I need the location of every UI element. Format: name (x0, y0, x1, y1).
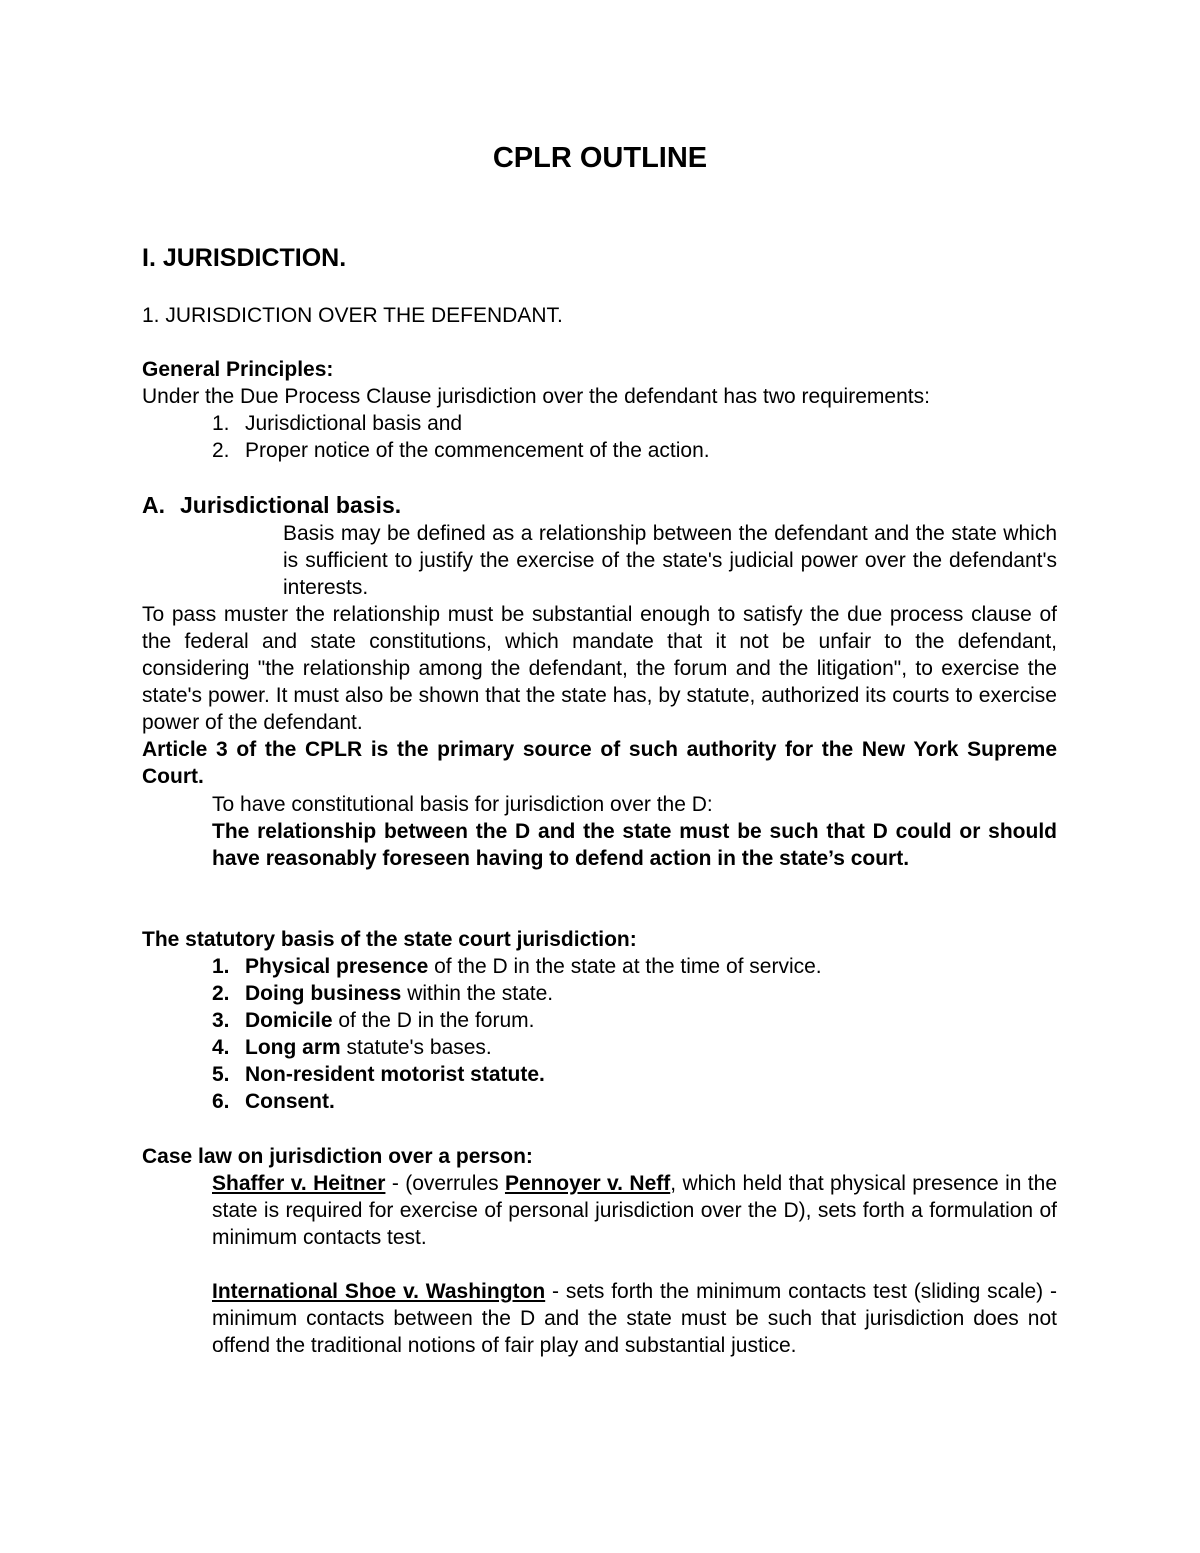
case-name-international-shoe: International Shoe v. Washington (212, 1280, 546, 1303)
requirements-list (142, 410, 1062, 464)
list-item (212, 1034, 1057, 1061)
list-item (212, 1061, 1057, 1088)
basis-description: of the D in the forum. (332, 1009, 535, 1032)
shaffer-paragraph (212, 1170, 1057, 1251)
list-number: 1. (212, 412, 230, 435)
international-shoe-text: - sets forth the minimum contacts test (sliding scale) - minimum contacts between the D and the state must be such that jurisdiction does not offend the traditional notions of fair play and substantial justice. (212, 1280, 1058, 1357)
list-number: 6. (212, 1090, 230, 1113)
list-text: Jurisdictional basis and (245, 412, 463, 435)
list-number: 1. (212, 955, 230, 978)
constitutional-basis-intro: To have constitutional basis for jurisdiction over the D: (212, 793, 713, 816)
general-principles-intro: Under the Due Process Clause jurisdiction over the defendant has two requirements: (142, 385, 930, 408)
list-number: 5. (212, 1063, 230, 1086)
basis-term: Doing business (245, 982, 402, 1005)
basis-term: Non-resident motorist statute. (245, 1063, 545, 1086)
basis-definition: Basis may be defined as a relationship between the defendant and the state which is sufficient to justify the exercise of the state's judicial power over the defendant's interests. (283, 522, 1057, 599)
list-item (212, 437, 1062, 464)
shaffer-text-post: , which held that physical presence in the state is required for exercise of personal jurisdiction over the D), sets forth a formulation of minimum contacts test. (212, 1172, 1058, 1249)
general-principles-heading: General Principles: (142, 358, 334, 381)
shaffer-text-pre: - (overrules (385, 1172, 505, 1195)
article-3-statement: Article 3 of the CPLR is the primary source of such authority for the New York Supreme Court. (142, 738, 1057, 788)
list-item (212, 953, 1057, 980)
basis-term: Domicile (245, 1009, 333, 1032)
list-item (212, 1088, 1057, 1115)
constitutional-basis-rule: The relationship between the D and the state must be such that D could or should have reasonably foreseen having to defend action in the state’s court. (212, 820, 1057, 870)
case-name-pennoyer: Pennoyer v. Neff (504, 1172, 671, 1195)
due-process-paragraph: To pass muster the relationship must be substantial enough to satisfy the due process clause of the federal and state constitutions, which mandate that it not be unfair to the defendant, considering "the relationship among the defendant, the forum and the litigation", to exercise the state's power. It must also be shown that the state has, by statute, authorized its courts to exercise power of the defendant. (142, 603, 1057, 734)
list-item (212, 410, 1062, 437)
list-number: 2. (212, 439, 230, 462)
part-a-heading (142, 492, 401, 519)
list-number: 2. (212, 982, 230, 1005)
case-name-shaffer: Shaffer v. Heitner (212, 1172, 386, 1195)
basis-description: of the D in the state at the time of service. (428, 955, 822, 978)
subsection-heading: 1. JURISDICTION OVER THE DEFENDANT. (142, 304, 563, 327)
list-number: 3. (212, 1009, 230, 1032)
list-item (212, 980, 1057, 1007)
statutory-basis-heading: The statutory basis of the state court jurisdiction: (142, 928, 637, 951)
case-law-heading: Case law on jurisdiction over a person: (142, 1145, 533, 1168)
list-text: Proper notice of the commencement of the action. (245, 439, 710, 462)
basis-description: statute's bases. (340, 1036, 492, 1059)
part-a-number: A. (142, 492, 165, 518)
section-heading: I. JURISDICTION. (142, 244, 347, 272)
international-shoe-paragraph (212, 1278, 1057, 1359)
basis-term: Physical presence (245, 955, 429, 978)
basis-term: Consent. (245, 1090, 335, 1113)
list-number: 4. (212, 1036, 230, 1059)
list-item (212, 1007, 1057, 1034)
basis-term: Long arm (245, 1036, 341, 1059)
document-title: CPLR OUTLINE (492, 142, 708, 174)
basis-description: within the state. (401, 982, 554, 1005)
part-a-title: Jurisdictional basis. (180, 492, 402, 518)
statutory-basis-list (212, 953, 1057, 1115)
general-principles (142, 356, 1062, 464)
